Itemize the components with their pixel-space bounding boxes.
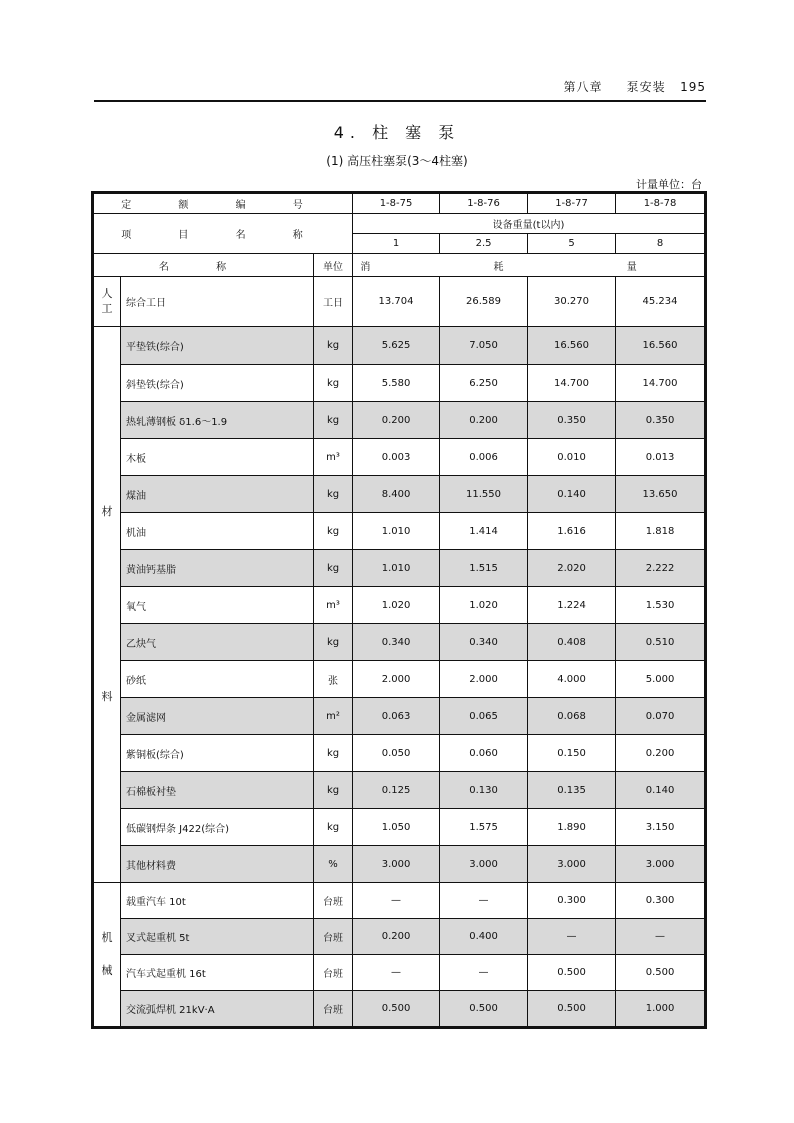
item-value: 0.140: [616, 772, 705, 809]
code-cell: 1-8-76: [440, 194, 528, 214]
item-value: 1.818: [616, 513, 705, 550]
item-name: 煤油: [121, 476, 314, 513]
material-row: [94, 365, 705, 402]
item-unit: 工日: [314, 277, 353, 327]
item-value: 0.350: [616, 402, 705, 439]
item-value: 0.013: [616, 439, 705, 476]
item-name: 金属滤网: [121, 698, 314, 735]
item-value: —: [616, 919, 705, 955]
material-label-top: 材: [101, 505, 113, 519]
item-value: 5.625: [353, 327, 440, 365]
item-name: 平垫铁(综合): [121, 327, 314, 365]
item-value: 4.000: [528, 661, 616, 698]
item-value: 0.003: [353, 439, 440, 476]
weight-cell: 2.5: [440, 234, 528, 254]
material-label-bottom: 料: [101, 689, 113, 703]
item-value: 0.065: [440, 698, 528, 735]
page-header: [94, 78, 706, 95]
material-row: [94, 402, 705, 439]
item-value: 0.063: [353, 698, 440, 735]
material-row: [94, 327, 705, 365]
labor-group-label: [94, 277, 121, 327]
item-unit: 台班: [314, 919, 353, 955]
item-value: 13.650: [616, 476, 705, 513]
item-value: 7.050: [440, 327, 528, 365]
item-unit: kg: [314, 402, 353, 439]
item-name: 其他材料费: [121, 846, 314, 883]
quota-table: [93, 193, 705, 1027]
item-value: 0.060: [440, 735, 528, 772]
item-value: 1.010: [353, 550, 440, 587]
weight-label: 设备重量(t以内): [353, 214, 705, 234]
item-value: 1.000: [616, 991, 705, 1027]
item-label: 项 目 名 称: [94, 214, 353, 254]
item-value: 0.500: [353, 991, 440, 1027]
item-unit: kg: [314, 476, 353, 513]
item-value: 11.550: [440, 476, 528, 513]
item-unit: kg: [314, 550, 353, 587]
item-unit: m²: [314, 698, 353, 735]
item-value: —: [528, 919, 616, 955]
item-value: 26.589: [440, 277, 528, 327]
item-unit: m³: [314, 439, 353, 476]
material-row: [94, 772, 705, 809]
item-unit: 台班: [314, 991, 353, 1027]
item-value: 0.340: [353, 624, 440, 661]
item-value: 5.580: [353, 365, 440, 402]
item-unit: 台班: [314, 883, 353, 919]
item-value: 3.000: [353, 846, 440, 883]
item-value: 0.140: [528, 476, 616, 513]
material-row: [94, 587, 705, 624]
item-name: 木板: [121, 439, 314, 476]
item-value: —: [353, 955, 440, 991]
material-row: [94, 513, 705, 550]
item-unit: kg: [314, 624, 353, 661]
item-value: 14.700: [528, 365, 616, 402]
item-name: 载重汽车 10t: [121, 883, 314, 919]
item-value: —: [440, 955, 528, 991]
item-value: 0.500: [528, 991, 616, 1027]
item-value: 0.500: [528, 955, 616, 991]
item-name: 砂纸: [121, 661, 314, 698]
item-value: 1.616: [528, 513, 616, 550]
material-row: [94, 439, 705, 476]
weight-cell: 1: [353, 234, 440, 254]
item-unit: kg: [314, 365, 353, 402]
item-unit: 张: [314, 661, 353, 698]
page-title: 4. 柱 塞 泵: [333, 123, 461, 142]
machine-row: [94, 883, 705, 919]
item-unit: kg: [314, 809, 353, 846]
item-value: 0.068: [528, 698, 616, 735]
item-unit: kg: [314, 772, 353, 809]
labor-label: 人工: [101, 287, 113, 315]
item-value: 0.200: [353, 402, 440, 439]
item-value: 0.050: [353, 735, 440, 772]
item-value: 0.200: [353, 919, 440, 955]
section-label: 泵安装: [626, 80, 666, 94]
item-value: 3.000: [616, 846, 705, 883]
item-name: 交流弧焊机 21kV·A: [121, 991, 314, 1027]
item-value: 0.125: [353, 772, 440, 809]
column-header-row: [94, 254, 705, 277]
item-value: 0.510: [616, 624, 705, 661]
item-value: —: [353, 883, 440, 919]
material-row: [94, 809, 705, 846]
weight-header-row: [94, 214, 705, 234]
item-unit: m³: [314, 587, 353, 624]
item-value: 0.400: [440, 919, 528, 955]
chapter-label: 第八章: [563, 80, 603, 94]
material-row: [94, 661, 705, 698]
item-value: 0.340: [440, 624, 528, 661]
item-unit: %: [314, 846, 353, 883]
item-value: 1.010: [353, 513, 440, 550]
machine-label-bottom: 械: [101, 963, 113, 977]
item-unit: kg: [314, 513, 353, 550]
item-value: 1.020: [353, 587, 440, 624]
item-value: 45.234: [616, 277, 705, 327]
item-name: 石棉板衬垫: [121, 772, 314, 809]
item-name: 热轧薄钢板 δ1.6～1.9: [121, 402, 314, 439]
item-unit: kg: [314, 327, 353, 365]
item-value: 0.350: [528, 402, 616, 439]
item-name: 紫铜板(综合): [121, 735, 314, 772]
item-value: 0.300: [616, 883, 705, 919]
item-value: 1.890: [528, 809, 616, 846]
machine-group-label: [94, 883, 121, 1027]
item-value: 0.500: [616, 955, 705, 991]
material-row: [94, 735, 705, 772]
unit-note: 计量单位：台: [636, 178, 702, 191]
item-value: 3.150: [616, 809, 705, 846]
material-row: [94, 846, 705, 883]
item-name: 综合工日: [121, 277, 314, 327]
item-name: 低碳钢焊条 J422(综合): [121, 809, 314, 846]
item-value: 0.200: [440, 402, 528, 439]
item-value: 2.000: [440, 661, 528, 698]
item-value: 1.515: [440, 550, 528, 587]
item-value: 1.530: [616, 587, 705, 624]
item-value: 0.006: [440, 439, 528, 476]
item-value: 0.070: [616, 698, 705, 735]
page-subtitle: (1) 高压柱塞泵(3～4柱塞): [326, 154, 468, 168]
item-value: 6.250: [440, 365, 528, 402]
col-consumption-header: 消 耗 量: [353, 254, 705, 277]
item-value: 1.414: [440, 513, 528, 550]
material-group-label: [94, 327, 121, 883]
col-unit-header: 单位: [314, 254, 353, 277]
labor-row: [94, 277, 705, 327]
item-value: 2.222: [616, 550, 705, 587]
item-value: 3.000: [440, 846, 528, 883]
col-name-header: 名 称: [94, 254, 314, 277]
machine-row: [94, 919, 705, 955]
item-name: 乙炔气: [121, 624, 314, 661]
item-value: 0.135: [528, 772, 616, 809]
item-value: 30.270: [528, 277, 616, 327]
material-row: [94, 550, 705, 587]
machine-label-top: 机: [101, 931, 113, 945]
item-value: 14.700: [616, 365, 705, 402]
material-row: [94, 624, 705, 661]
weight-cell: 5: [528, 234, 616, 254]
item-value: 16.560: [528, 327, 616, 365]
code-cell: 1-8-77: [528, 194, 616, 214]
machine-row: [94, 955, 705, 991]
item-name: 机油: [121, 513, 314, 550]
item-name: 氧气: [121, 587, 314, 624]
item-value: 0.500: [440, 991, 528, 1027]
item-value: 1.224: [528, 587, 616, 624]
weight-cell: 8: [616, 234, 705, 254]
item-value: —: [440, 883, 528, 919]
material-row: [94, 698, 705, 735]
item-value: 5.000: [616, 661, 705, 698]
item-name: 汽车式起重机 16t: [121, 955, 314, 991]
item-value: 0.130: [440, 772, 528, 809]
item-value: 1.050: [353, 809, 440, 846]
code-cell: 1-8-78: [616, 194, 705, 214]
item-value: 0.200: [616, 735, 705, 772]
item-value: 2.020: [528, 550, 616, 587]
item-value: 0.300: [528, 883, 616, 919]
item-value: 8.400: [353, 476, 440, 513]
code-cell: 1-8-75: [353, 194, 440, 214]
material-row: [94, 476, 705, 513]
machine-row: [94, 991, 705, 1027]
quota-label: 定 额 编 号: [94, 194, 353, 214]
item-value: 0.150: [528, 735, 616, 772]
item-unit: kg: [314, 735, 353, 772]
item-value: 0.408: [528, 624, 616, 661]
item-name: 斜垫铁(综合): [121, 365, 314, 402]
page-number: 195: [680, 80, 706, 94]
item-value: 1.575: [440, 809, 528, 846]
header-rule: [94, 100, 706, 102]
quota-code-row: [94, 194, 705, 214]
item-name: 黄油钙基脂: [121, 550, 314, 587]
item-value: 13.704: [353, 277, 440, 327]
item-value: 0.010: [528, 439, 616, 476]
item-value: 2.000: [353, 661, 440, 698]
item-value: 16.560: [616, 327, 705, 365]
item-unit: 台班: [314, 955, 353, 991]
item-name: 叉式起重机 5t: [121, 919, 314, 955]
item-value: 1.020: [440, 587, 528, 624]
item-value: 3.000: [528, 846, 616, 883]
